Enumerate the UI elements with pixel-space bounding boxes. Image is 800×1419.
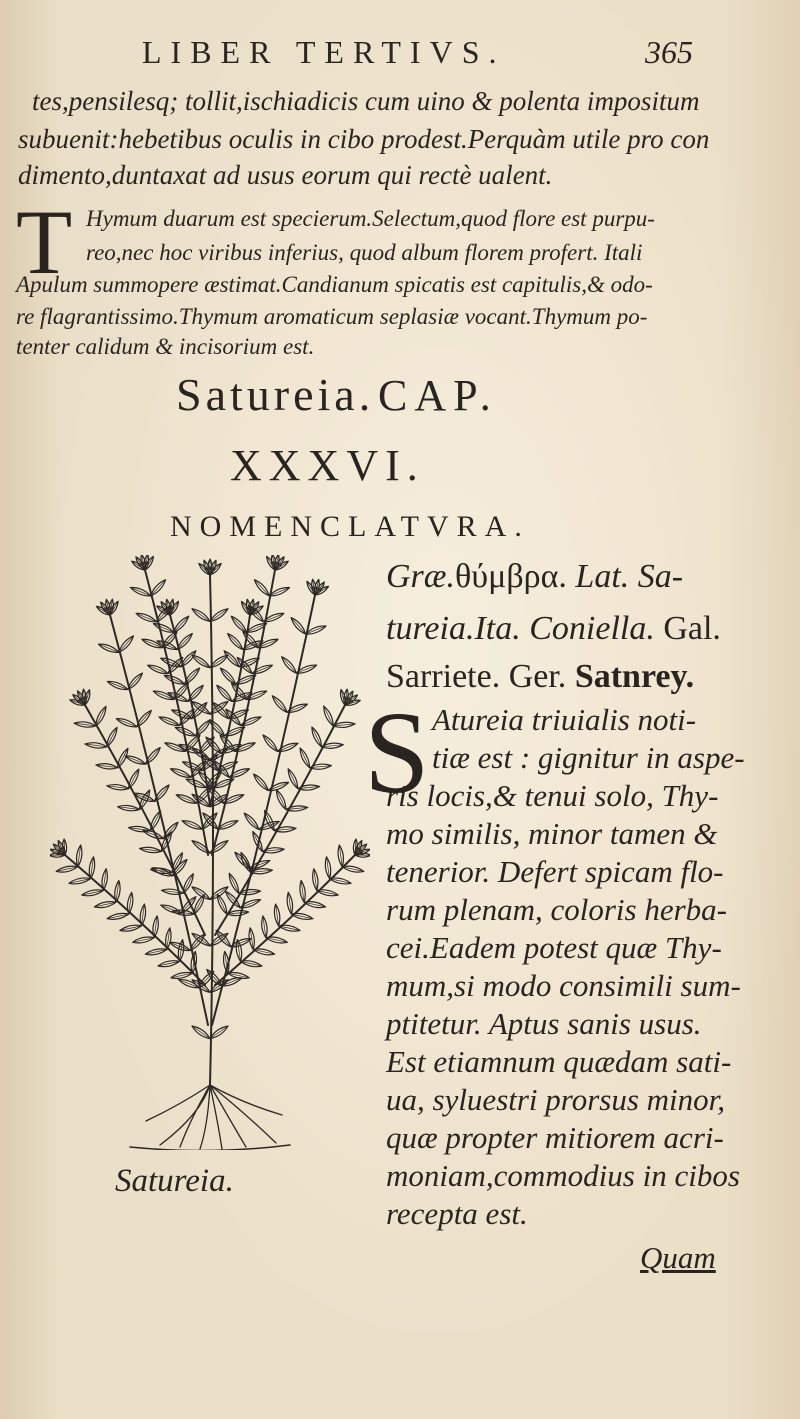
leaf-vein xyxy=(188,685,203,701)
leaf-vein xyxy=(128,673,143,689)
chapter-title: Satureia. xyxy=(176,369,375,420)
leaf-vein xyxy=(151,811,161,831)
continuation-line-1: tes,pensilesq; tollit,ischiadicis cum uino & polenta impositum xyxy=(32,86,700,116)
thymus-line-3: Apulum summopere æstimat.Candianum spicatis est capitulis,& odo- xyxy=(16,272,653,297)
latin-name: tureia.Ita. xyxy=(386,610,521,647)
description-line-2: tiæ est : gignitur in aspe- xyxy=(432,740,745,775)
leaf-vein xyxy=(119,636,134,653)
description-line-13: moniam,commodius in cibos xyxy=(386,1158,740,1193)
continuation-line-2: subuenit:hebetibus oculis in cibo prodest.Perquàm utile pro con xyxy=(18,124,710,154)
leaf-vein xyxy=(151,580,166,596)
leaf-vein xyxy=(129,769,139,789)
description-line-14: recepta est. xyxy=(386,1196,528,1231)
leaf-vein xyxy=(244,813,259,829)
leaf-vein xyxy=(183,874,193,894)
latin-label: Lat. Sa- xyxy=(575,558,684,595)
catchword: Quam xyxy=(640,1240,716,1275)
description-line-6: rum plenam, coloris herba- xyxy=(386,892,727,927)
running-head: LIBER TERTIVS. xyxy=(142,34,506,70)
thymus-line-2: reo,nec hoc viribus inferius, quod album florem profert. Itali xyxy=(86,240,643,265)
chapter-cap-label: CAP. xyxy=(378,371,498,420)
plant-drawing xyxy=(50,555,370,1150)
description-line-9: ptitetur. Aptus sanis usus. xyxy=(386,1006,702,1041)
leaf-vein xyxy=(196,720,211,736)
leaf-vein xyxy=(181,651,196,667)
leaf-vein xyxy=(202,813,217,829)
french-name: Sarriete. xyxy=(386,658,501,695)
description-line-3: ris locis,& tenui solo, Thy- xyxy=(386,778,719,813)
stem xyxy=(215,705,345,935)
thymus-line-1: Hymum duarum est specierum.Selectum,quod flore est purpu- xyxy=(86,206,655,231)
leaf-vein xyxy=(216,930,231,947)
leaf-vein xyxy=(185,668,200,684)
leaf-vein xyxy=(107,727,117,747)
german-name: Satnrey. xyxy=(574,658,695,695)
stem xyxy=(215,855,355,985)
description-line-4: mo similis, minor tamen & xyxy=(386,816,718,851)
synonyms-line-2 xyxy=(386,610,721,648)
satureia-woodcut-illustration xyxy=(50,555,370,1150)
synonyms-line-3 xyxy=(386,658,694,696)
page-number: 365 xyxy=(645,34,693,70)
description-line-7: cei.Eadem potest quæ Thy- xyxy=(386,930,722,965)
leaf-vein xyxy=(210,1026,228,1039)
leaf-vein xyxy=(177,634,192,650)
leaf-vein xyxy=(210,609,228,622)
description-line-5: tenerior. Defert spicam flo- xyxy=(386,854,724,889)
continuation-line-3: dimento,duntaxat ad usus eorum qui rectè ualent. xyxy=(18,160,553,190)
chapter-number: XXXVI. xyxy=(230,441,425,490)
leaf-vein xyxy=(291,618,306,635)
leaf-vein xyxy=(140,790,150,810)
leaf-vein xyxy=(282,657,297,674)
leaf-vein xyxy=(231,616,246,632)
leaf-vein xyxy=(155,785,170,802)
nomenclature-heading: NOMENCLATVRA. xyxy=(170,510,530,543)
leaf-vein xyxy=(192,609,210,622)
leaf-vein xyxy=(217,685,232,701)
leaf-vein xyxy=(137,710,152,726)
leaf-vein xyxy=(190,934,205,951)
stem xyxy=(85,705,205,935)
ground-line xyxy=(130,1145,290,1150)
thymus-line-4: re flagrantissimo.Thymum aromaticum seplasiæ vocant.Thymum po- xyxy=(16,304,648,329)
description-line-11: ua, syluestri prorsus minor, xyxy=(386,1082,726,1117)
leaf-vein xyxy=(254,774,269,791)
leaf-vein xyxy=(192,933,210,946)
italian-name: Coniella. xyxy=(529,610,655,647)
leaf-vein xyxy=(146,748,161,765)
leaf-vein xyxy=(254,580,269,596)
thymus-drop-cap: T xyxy=(16,191,73,293)
stem xyxy=(145,570,208,855)
leaf-vein xyxy=(220,668,235,684)
leaf-vein xyxy=(224,651,239,667)
stem xyxy=(210,575,213,1085)
description-line-8: mum,si modo consimili sum- xyxy=(386,968,741,1003)
description-drop-cap: S xyxy=(364,687,430,818)
greek-name: θύμβρα. xyxy=(454,558,567,595)
leaf-vein xyxy=(174,683,189,699)
leaf-vein xyxy=(192,1026,210,1039)
stem xyxy=(65,855,205,985)
leaf-vein xyxy=(272,696,287,713)
leaf-vein xyxy=(96,706,106,726)
figure-caption: Satureia. xyxy=(115,1163,234,1199)
description-line-10: Est etiamnum quædam sati- xyxy=(386,1044,732,1079)
leaf-vein xyxy=(174,616,189,632)
synonyms-line-1 xyxy=(386,558,683,596)
leaf-vein xyxy=(232,683,247,699)
description-line-1: Atureia triuialis noti- xyxy=(432,702,697,737)
leaf-vein xyxy=(263,735,278,752)
german-label: Ger. xyxy=(508,658,567,695)
gallic-label: Gal. xyxy=(663,610,721,647)
leaf-vein xyxy=(203,813,218,829)
leaf-vein xyxy=(192,655,210,668)
greek-label: Græ. xyxy=(386,558,455,595)
leaf-vein xyxy=(210,655,228,668)
leaf-vein xyxy=(228,634,243,650)
root xyxy=(210,1085,282,1115)
thymus-line-5: tenter calidum & incisorium est. xyxy=(16,334,315,359)
description-line-12: quæ propter mitiorem acri- xyxy=(386,1120,724,1155)
